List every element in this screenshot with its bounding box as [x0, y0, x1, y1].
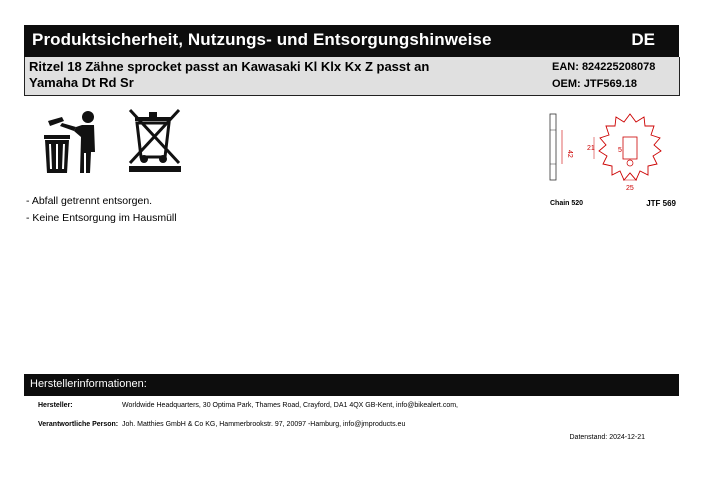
oem-code: OEM: JTF569.18: [552, 78, 637, 90]
chain-size: Chain 520: [550, 200, 584, 207]
product-info-box: [24, 57, 680, 96]
product-name-line1: Ritzel 18 Zähne sprocket passt an Kawasaki Kl Klx Kx Z passt an: [29, 59, 430, 74]
data-date: Datenstand: 2024-12-21: [569, 434, 645, 441]
dim-5: 5: [618, 147, 622, 154]
product-name-line2: Yamaha Dt Rd Sr: [29, 75, 134, 90]
dim-21: 21: [587, 145, 595, 152]
sprocket-technical-drawing: [540, 110, 680, 210]
dim-25: 25: [626, 185, 634, 192]
manufacturer-section-label: Herstellerinformationen:: [30, 378, 147, 390]
product-codes: [552, 59, 655, 93]
note-item: - Abfall getrennt entsorgen.: [26, 195, 153, 207]
ean-code: EAN: 824225208078: [552, 61, 656, 73]
responsible-person-value: Joh. Matthies GmbH & Co KG, Hammerbrookstr. 97, 20097 -Hamburg, info@jmproducts.eu: [122, 421, 406, 428]
manufacturer-value: Worldwide Headquarters, 30 Optima Park, Thames Road, Crayford, DA1 4QX GB-Kent, info@bikealert.com,: [122, 402, 458, 409]
header-bar: [24, 25, 679, 57]
language-code: DE: [631, 30, 655, 49]
page-title: Produktsicherheit, Nutzungs- und Entsorgungshinweise: [32, 30, 492, 49]
crossed-bin-icon: [127, 107, 183, 173]
manufacturer-key: Hersteller:: [38, 402, 73, 409]
part-code: JTF 569: [646, 199, 676, 208]
person-trash-icon: [40, 107, 100, 177]
sprocket-diagram: [540, 110, 680, 198]
note-item: - Keine Entsorgung im Hausmüll: [26, 212, 177, 224]
responsible-person-key: Verantwortliche Person:: [38, 421, 119, 428]
disposal-notes: [26, 193, 177, 227]
product-name: [29, 59, 449, 91]
dim-42: 42: [566, 150, 573, 158]
manufacturer-section-bar: [24, 374, 679, 396]
